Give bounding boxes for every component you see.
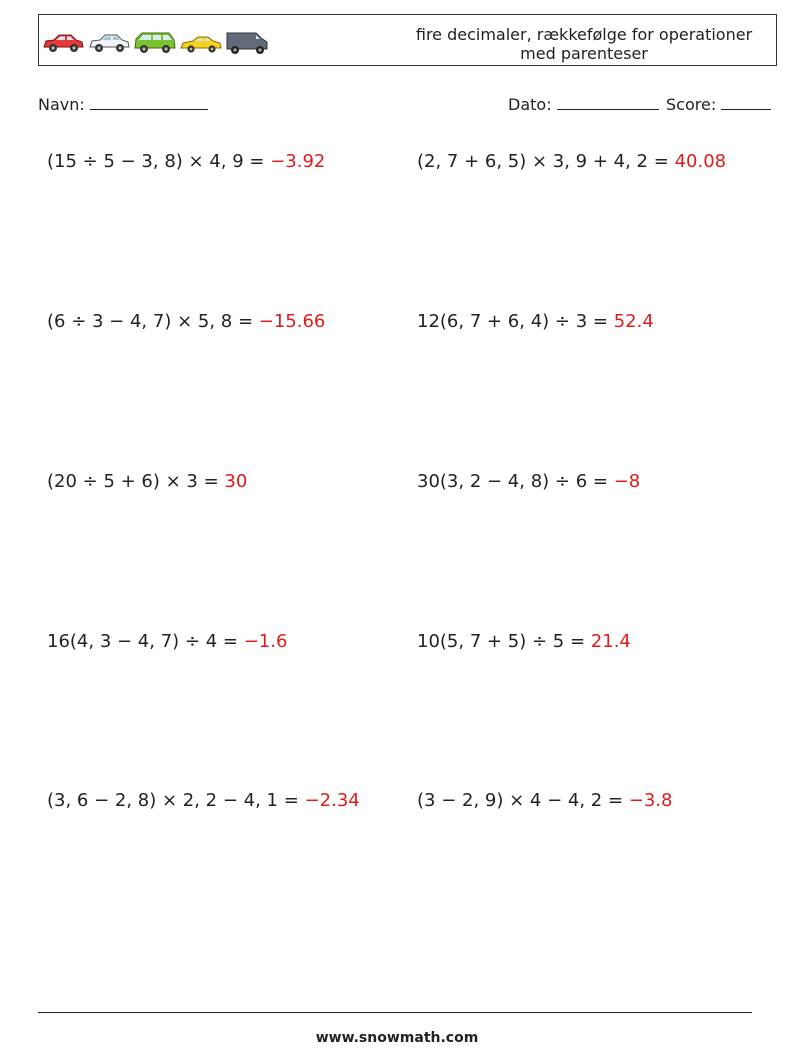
car-illustrations <box>41 29 269 55</box>
problem-answer: 52.4 <box>613 311 654 332</box>
date-blank[interactable] <box>557 94 659 110</box>
problem-answer: −15.66 <box>258 311 326 332</box>
problem-2 <box>417 151 726 172</box>
problem-3 <box>47 311 325 332</box>
title-line-1: fire decimaler, rækkefølge for operationer <box>415 25 753 44</box>
name-blank[interactable] <box>90 94 208 110</box>
problem-expression: (2, 7 + 6, 5) × 3, 9 + 4, 2 = <box>417 151 669 172</box>
problem-answer: 21.4 <box>590 631 631 652</box>
problem-7 <box>47 631 287 652</box>
problem-answer: −1.6 <box>243 631 288 652</box>
yellow-car-icon <box>179 29 223 55</box>
problem-9 <box>47 790 360 811</box>
problem-answer: −3.92 <box>270 151 326 172</box>
score-field[interactable] <box>666 94 771 114</box>
problem-answer: −3.8 <box>628 790 673 811</box>
problem-answer: 40.08 <box>674 151 727 172</box>
footer-site-link[interactable]: www.snowmath.com <box>315 1030 479 1046</box>
problem-expression: 10(5, 7 + 5) ÷ 5 = <box>417 631 586 652</box>
date-label: Dato: <box>508 95 552 114</box>
problem-expression: (3, 6 − 2, 8) × 2, 2 − 4, 1 = <box>47 790 299 811</box>
footer-divider <box>38 1012 752 1013</box>
problem-answer: −8 <box>613 471 641 492</box>
name-label: Navn: <box>38 95 85 114</box>
problem-answer: −2.34 <box>304 790 360 811</box>
title-line-2: med parenteser <box>520 44 648 63</box>
worksheet-header <box>38 14 777 66</box>
problem-expression: (3 − 2, 9) × 4 − 4, 2 = <box>417 790 624 811</box>
problem-expression: (20 ÷ 5 + 6) × 3 = <box>47 471 219 492</box>
problem-expression: 16(4, 3 − 4, 7) ÷ 4 = <box>47 631 238 652</box>
score-label: Score: <box>666 95 717 114</box>
problem-expression: (6 ÷ 3 − 4, 7) × 5, 8 = <box>47 311 254 332</box>
problem-expression: (15 ÷ 5 − 3, 8) × 4, 9 = <box>47 151 265 172</box>
problem-expression: 30(3, 2 − 4, 8) ÷ 6 = <box>417 471 608 492</box>
problem-answer: 30 <box>224 471 248 492</box>
problem-4 <box>417 311 654 332</box>
name-field[interactable] <box>38 94 208 114</box>
score-blank[interactable] <box>721 94 771 110</box>
problem-5 <box>47 471 247 492</box>
white-car-icon <box>87 29 131 55</box>
problem-6 <box>417 471 640 492</box>
problem-expression: 12(6, 7 + 6, 4) ÷ 3 = <box>417 311 608 332</box>
problem-10 <box>417 790 672 811</box>
green-minivan-icon <box>133 29 177 55</box>
date-field[interactable] <box>508 94 659 114</box>
worksheet-title <box>399 25 769 63</box>
gray-van-icon <box>225 29 269 55</box>
red-car-icon <box>41 29 85 55</box>
problem-8 <box>417 631 631 652</box>
problem-1 <box>47 151 325 172</box>
